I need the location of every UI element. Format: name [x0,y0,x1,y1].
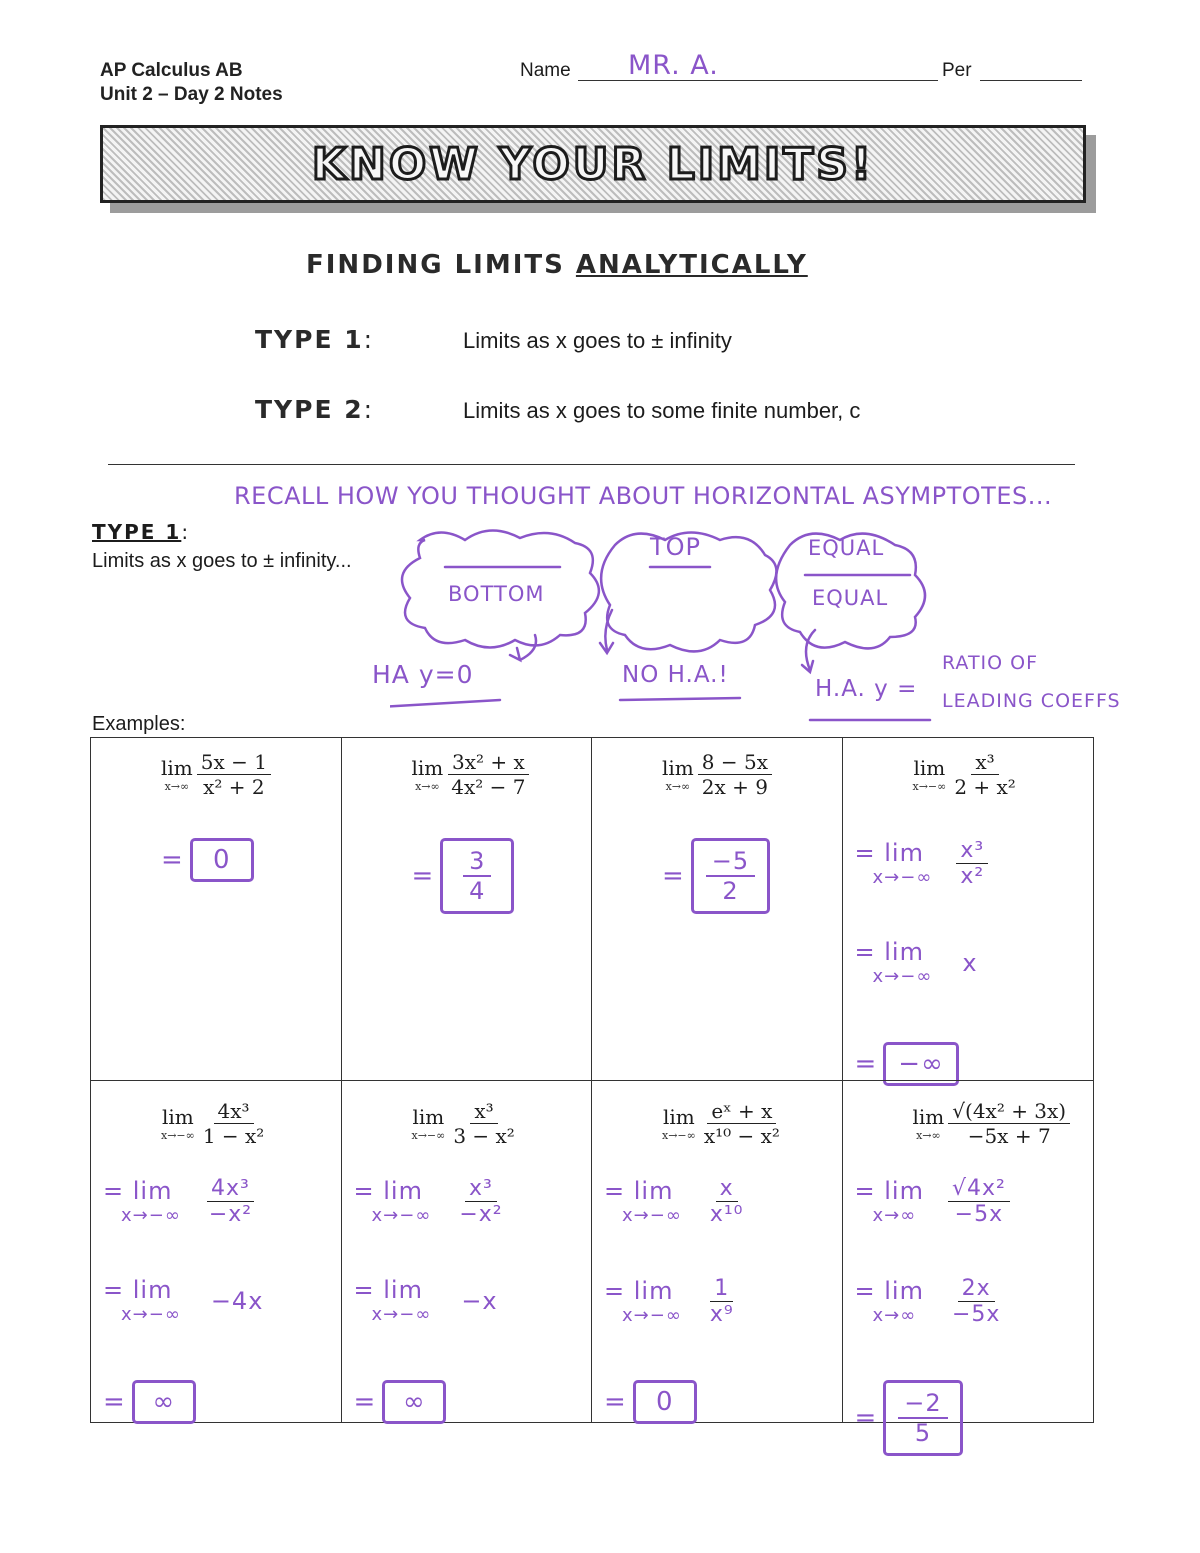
denominator: −5x + 7 [967,1124,1051,1148]
answer-denominator: 2 [722,877,739,905]
banner-title: KNOW YOUR LIMITS! [311,138,875,190]
example-problem: lim x→∞ $\frac{\text{√(4x² + 3x)}}{-5x + 7}$ [913,1099,1071,1148]
example-cell [843,1080,1094,1447]
numerator: √(4x² + 3x) [948,1099,1070,1124]
answer [354,1380,447,1424]
step-subscript: x→−∞ [121,1205,181,1226]
fraction [948,1176,1010,1227]
numerator: 1 [710,1276,733,1302]
answer-box [633,1380,697,1424]
numerator: x³ [956,838,988,864]
title-banner [100,125,1086,203]
numerator: 8 − 5x [698,750,772,775]
answer [604,1380,697,1424]
step-prefix: = lim [854,1177,924,1205]
cloud-1-result: HA y=0 [372,660,474,689]
name-label: Name [520,60,571,81]
per-line [980,78,1082,81]
type2-desc: Limits as x goes to some finite number, c [463,398,861,423]
limit-subscript: x→∞ [665,780,691,793]
example-problem: lim x→−∞ $\frac{\text{x³}}{\text{2 + x²}}$ [913,750,1020,799]
numerator: eˣ + x [707,1099,776,1124]
step-subscript: x→−∞ [872,966,933,987]
cloud-2-result: NO H.A.! [622,662,729,688]
numerator: x³ [465,1176,497,1202]
fraction [948,1276,1004,1327]
example-problem: lim x→−∞ $\frac{\text{x³}}{\text{3 − x²}}$ [412,1099,519,1148]
fraction [455,1176,506,1227]
step-prefix: = lim [103,1177,173,1205]
answer-prefix: = [161,845,184,875]
fraction [706,1276,738,1327]
type1-section-label: TYPE 1: [92,520,191,544]
fraction [706,1176,748,1227]
limit-subscript: x→∞ [916,1129,941,1142]
denominator: x¹⁰ [709,1202,744,1227]
fraction [700,1099,784,1148]
numerator: 3x² + x [448,750,529,775]
arrow-1-head [510,648,520,660]
step-subscript: x→−∞ [121,1304,181,1325]
limit-subscript: x→−∞ [662,1129,696,1142]
cloud-3-result: H.A. y = [815,676,918,702]
subtitle-part2: ANALYTICALLY [575,250,808,280]
numerator: 4x³ [207,1176,254,1202]
example-problem: lim x→∞ $\frac{8 - 5x}{2x + 9}$ [662,750,772,799]
numerator: x³ [971,750,998,775]
answer-prefix: = [103,1387,126,1417]
answer-value: 0 [656,1387,674,1417]
answer-numerator: 3 [463,847,491,877]
denominator: x¹⁰ − x² [703,1124,780,1148]
type1-section-desc: Limits as x goes to ± infinity... [92,550,352,572]
answer-prefix: = [353,1387,377,1417]
divider [108,464,1075,465]
denominator: −5x [954,1202,1004,1227]
answer-value: 0 [213,845,231,875]
example-cell [91,738,342,1080]
solution-step [604,1276,738,1327]
answer-prefix: = [854,1403,878,1433]
fraction [205,1176,256,1227]
examples-label: Examples: [92,713,186,735]
recall-note: RECALL HOW YOU THOUGHT ABOUT HORIZONTAL ASYMPTOTES... [234,482,1053,510]
solution-step [855,838,989,889]
solution-step [855,1276,1005,1327]
solution-step [855,1176,1010,1227]
type2-label: TYPE 2: [255,395,375,424]
step-subscript: x→−∞ [371,1304,432,1325]
example-problem: lim x→∞ $\frac{5x - 1}{\text{x² + 2}}$ [161,750,271,799]
answer-box [883,1380,962,1456]
example-cell [342,1080,593,1422]
denominator: x⁹ [709,1302,734,1327]
name-value: MR. A. [628,50,719,81]
answer [662,838,770,914]
denominator: 2 + x² [954,775,1016,799]
denominator: 2x + 9 [701,775,768,799]
answer-box [132,1380,196,1424]
underline-2 [620,698,740,700]
answer-numerator: −5 [706,847,755,877]
solution-step [103,1276,263,1325]
fraction [449,1099,519,1148]
answer [103,1380,196,1424]
limit-subscript: x→−∞ [411,1129,446,1142]
limit-subscript: x→∞ [415,780,440,793]
example-cell [91,1080,342,1422]
denominator: x² + 2 [203,775,265,799]
solution-step [604,1176,747,1227]
answer-denominator: 4 [469,877,486,905]
numerator: 4x³ [214,1099,254,1124]
answer-box [382,1380,446,1424]
step-prefix: = lim [604,1277,674,1305]
example-cell [592,738,843,1080]
step-prefix: = lim [854,1277,924,1305]
step-expression: −4x [210,1286,264,1315]
denominator: 4x² − 7 [451,775,526,799]
step-prefix: = lim [353,1276,423,1304]
solution-step [103,1176,256,1227]
arrow-3 [806,630,815,670]
answer [412,838,515,914]
example-cell [592,1080,843,1422]
example-problem: lim x→−∞ $\frac{\text{4x³}}{\text{1 − x²}}$ [161,1099,268,1148]
step-prefix: = lim [854,839,924,867]
answer-denominator: 5 [914,1419,932,1447]
cloud-3-note1: RATIO OF [942,652,1039,674]
step-subscript: x→−∞ [872,867,933,888]
answer [161,838,254,882]
numerator: x [716,1176,738,1202]
answer-prefix: = [662,861,685,891]
subtitle-part1: FINDING LIMITS [306,250,576,280]
fraction [197,750,271,799]
step-subscript: x→∞ [872,1305,917,1326]
answer-box [190,838,254,882]
examples-grid [90,737,1094,1447]
solution-step [354,1276,498,1325]
cloud-3-note2: LEADING COEFFS [942,690,1121,712]
fraction [950,750,1020,799]
limit-subscript: x→∞ [164,780,190,793]
answer-prefix: = [411,861,435,891]
denominator: x² [960,864,985,889]
step-prefix: = lim [353,1177,423,1205]
answer-prefix: = [854,1049,878,1079]
answer-box [440,838,514,914]
answer-value: −∞ [898,1049,944,1079]
denominator: −x² [459,1202,503,1227]
fraction [199,1099,269,1148]
answer-value: ∞ [402,1387,426,1417]
unit-title: Unit 2 – Day 2 Notes [100,84,283,105]
underline-1 [390,700,500,707]
numerator: √4x² [948,1176,1010,1202]
step-prefix: = lim [103,1276,173,1304]
example-problem: lim x→∞ $\frac{\text{3x² + x}}{\text{4x² − 7}}$ [412,750,530,799]
numerator: x³ [470,1099,497,1124]
solution-step [855,938,978,987]
denominator: −x² [208,1202,253,1227]
step-prefix: = lim [604,1177,674,1205]
answer-value: ∞ [152,1387,176,1417]
step-subscript: x→−∞ [371,1205,432,1226]
denominator: 3 − x² [453,1124,515,1148]
example-problem: lim x→−∞ $\frac{\text{eˣ + x}}{\text{x¹⁰ − x²}}$ [662,1099,784,1148]
fraction [948,1099,1070,1148]
step-expression: −x [461,1286,498,1315]
answer [855,1380,963,1456]
fraction [698,750,772,799]
example-cell [843,738,1094,1080]
step-prefix: = lim [854,938,924,966]
fraction [447,750,529,799]
course-title: AP Calculus AB [100,60,243,81]
numerator: 5x − 1 [197,750,271,775]
step-subscript: x→−∞ [622,1305,682,1326]
arrow-1 [520,635,536,660]
type1-label: TYPE 1: [255,325,375,354]
cloud-1-bottom: BOTTOM [448,582,545,606]
limit-subscript: x→−∞ [161,1129,195,1142]
answer-box [691,838,770,914]
numerator: 2x [958,1276,995,1302]
denominator: 1 − x² [202,1124,265,1148]
solution-step [354,1176,507,1227]
type1-desc: Limits as x goes to ± infinity [463,328,732,353]
step-subscript: x→−∞ [622,1205,682,1226]
limit-subscript: x→−∞ [912,780,947,793]
answer-prefix: = [604,1387,627,1417]
example-cell [342,738,593,1080]
cloud-2-top: TOP [650,533,702,561]
answer-numerator: −2 [898,1389,947,1419]
denominator: −5x [951,1302,1001,1327]
cloud-3-top: EQUAL [808,536,885,560]
cloud-3-bottom: EQUAL [812,586,889,610]
per-label: Per [942,60,972,81]
fraction [956,838,988,889]
step-subscript: x→∞ [872,1205,917,1226]
section-subtitle [306,250,808,280]
step-expression: x [962,948,978,977]
